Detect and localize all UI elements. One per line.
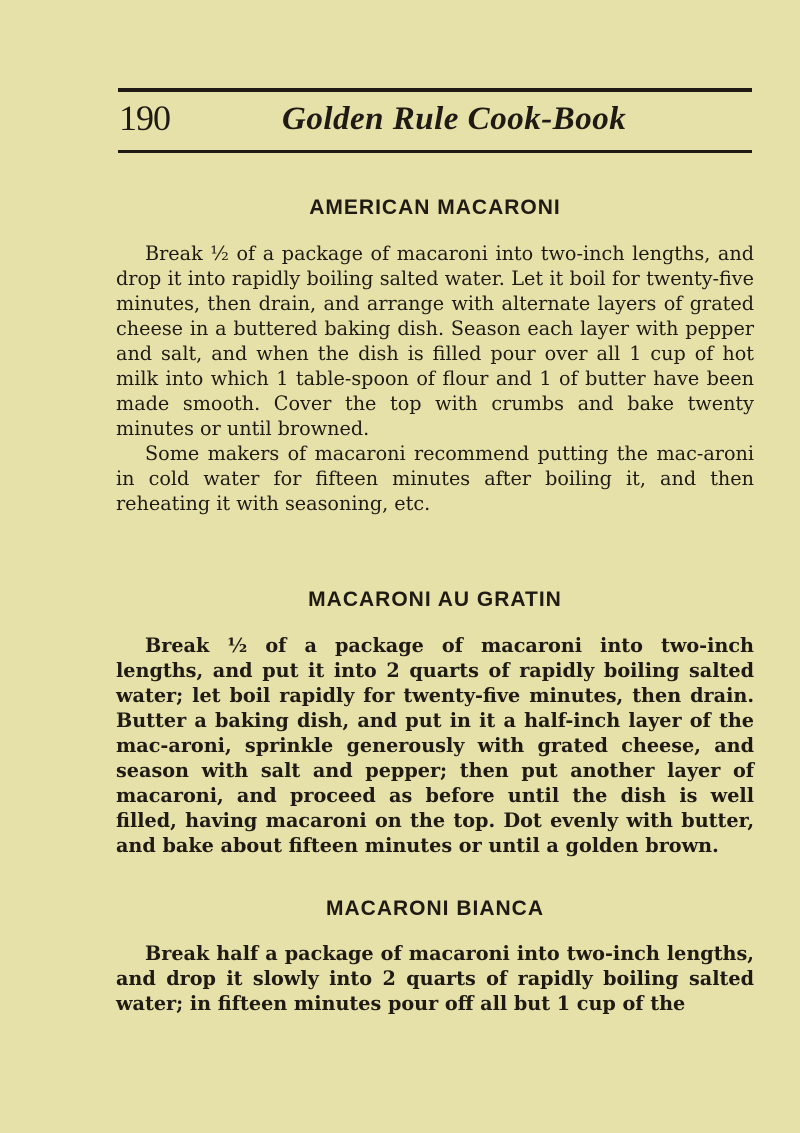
recipe-title: AMERICAN MACARONI [309, 196, 561, 219]
recipe-american-macaroni [116, 195, 754, 516]
page-number: 190 [119, 98, 170, 138]
recipe-paragraph: Break ½ of a package of macaroni into two-inch lengths, and put it into 2 quarts of rapidly boiling salted water; let boil rapidly for twenty-five minutes, then drain. Butter a baking dish, and put in it a half-inch layer of the mac-aroni, sprinkle generously with grated cheese, and season with salt and pepper; then put another layer of macaroni, and proceed as before until the dish is well filled, having macaroni on the top. Dot evenly with butter, and bake about fifteen minutes or until a golden brown. [116, 634, 754, 857]
recipe-title: MACARONI AU GRATIN [308, 588, 562, 611]
running-title: Golden Rule Cook-Book [282, 101, 627, 137]
header-top-rule [118, 88, 752, 92]
recipe-paragraph: Break ½ of a package of macaroni into two-inch lengths, and drop it into rapidly boiling salted water. Let it boil for twenty-five minutes, then drain, and arrange with alternate layers of grated cheese in a buttered baking dish. Season each layer with pepper and salt, and when the dish is filled pour over all 1 cup of hot milk into which 1 table-spoon of flour and 1 of butter have been made smooth. Cover the top with crumbs and bake twenty minutes or until browned. [116, 242, 754, 440]
header-bottom-rule [118, 150, 752, 153]
recipe-paragraph: Some makers of macaroni recommend putting the mac-aroni in cold water for fifteen minutes after boiling it, and then reheating it with seasoning, etc. [116, 442, 754, 515]
recipe-macaroni-au-gratin [116, 587, 754, 858]
recipe-title: MACARONI BIANCA [326, 897, 544, 920]
recipe-macaroni-bianca [116, 896, 754, 1016]
recipe-paragraph: Break half a package of macaroni into two-inch lengths, and drop it slowly into 2 quarts of rapidly boiling salted water; in fifteen minutes pour off all but 1 cup of the [116, 942, 754, 1015]
